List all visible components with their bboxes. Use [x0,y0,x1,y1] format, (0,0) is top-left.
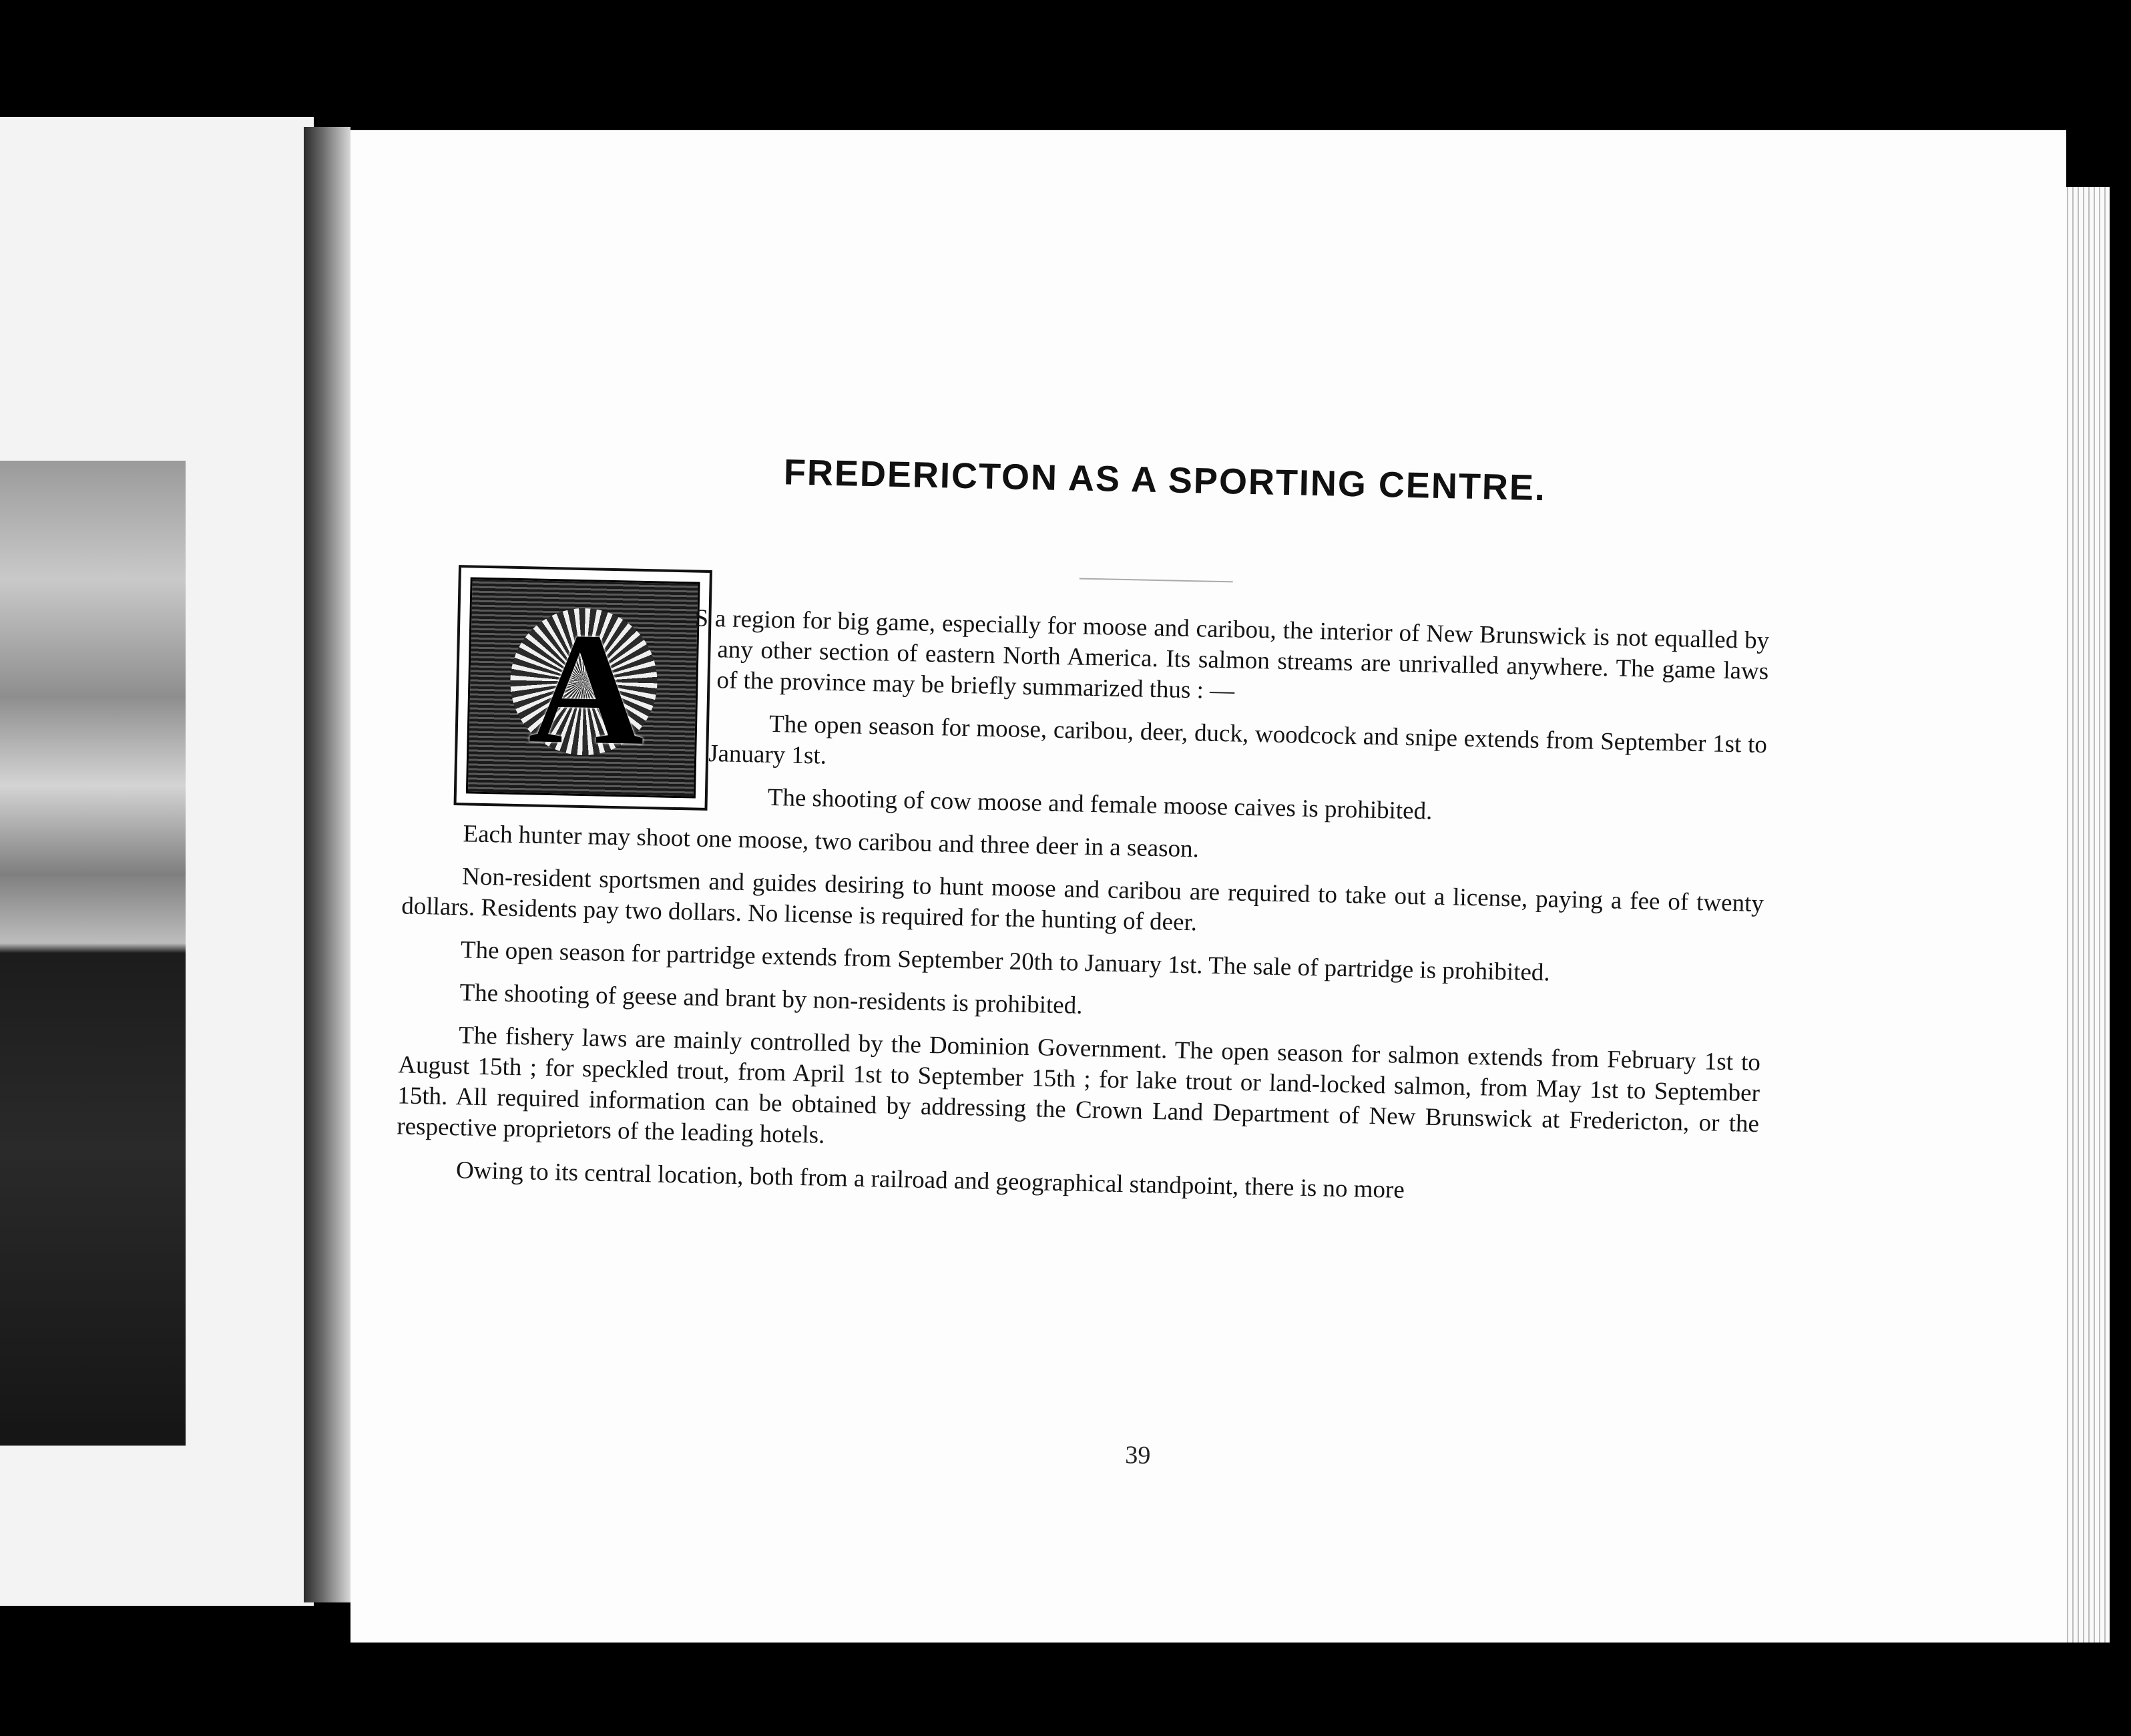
page-number: 39 [1124,1441,1151,1470]
left-page [0,117,314,1606]
page-title: FREDERICTON AS A SPORTING CENTRE. [783,452,1547,509]
paragraph-location: Owing to its central location, both from a railroad and geographical standpoint, there is no more [455,1156,1405,1204]
drop-cap-letter: A [527,598,647,779]
paragraph-partridge: The open season for partridge extends from September 20th to January 1st. The sale of partridge is prohibited. [460,936,1551,987]
article-body [395,598,1769,1226]
left-page-photograph [0,461,186,1446]
paragraph-cow-moose: The shooting of cow moose and female moose caives is prohibited. [767,783,1433,825]
paragraph-fishery: The fishery laws are mainly controlled by the Dominion Government. The open season for salmon extends from February 1st to August 15th ; for speckled trout, from April 1st to September 15th ; for lake trout or land-locked salmon, from May 1st to September 15th. All required information can be obtained by addressing the Crown Land Department of New Brunswick at Fredericton, or the respective proprietors of the leading hotels. [397,1022,1761,1149]
page-content [333,112,2080,1660]
paragraph-bag-limit: Each hunter may shoot one moose, two caribou and three deer in a season. [463,820,1200,863]
title-divider [1080,578,1233,583]
paragraph-license: Non-resident sportsmen and guides desiring to hunt moose and caribou are required to take out a license, paying a fee of twenty dollars. Residents pay two dollars. No license is required for the hunting of deer. [401,863,1764,937]
right-page [350,130,2066,1643]
paragraph-intro: S a region for big game, especially for moose and caribou, the interior of New Brunswick is not equalled by any other section of eastern North America. Its salmon streams are unrivalled anywhere. The game laws of the province may be briefly summarized thus : — [694,604,1770,705]
paragraph-geese: The shooting of geese and brant by non-residents is prohibited. [459,979,1083,1020]
paragraph-open-season: The open season for moose, caribou, deer, duck, woodcock and snipe extends from September 1st to January 1st. [708,710,1768,770]
